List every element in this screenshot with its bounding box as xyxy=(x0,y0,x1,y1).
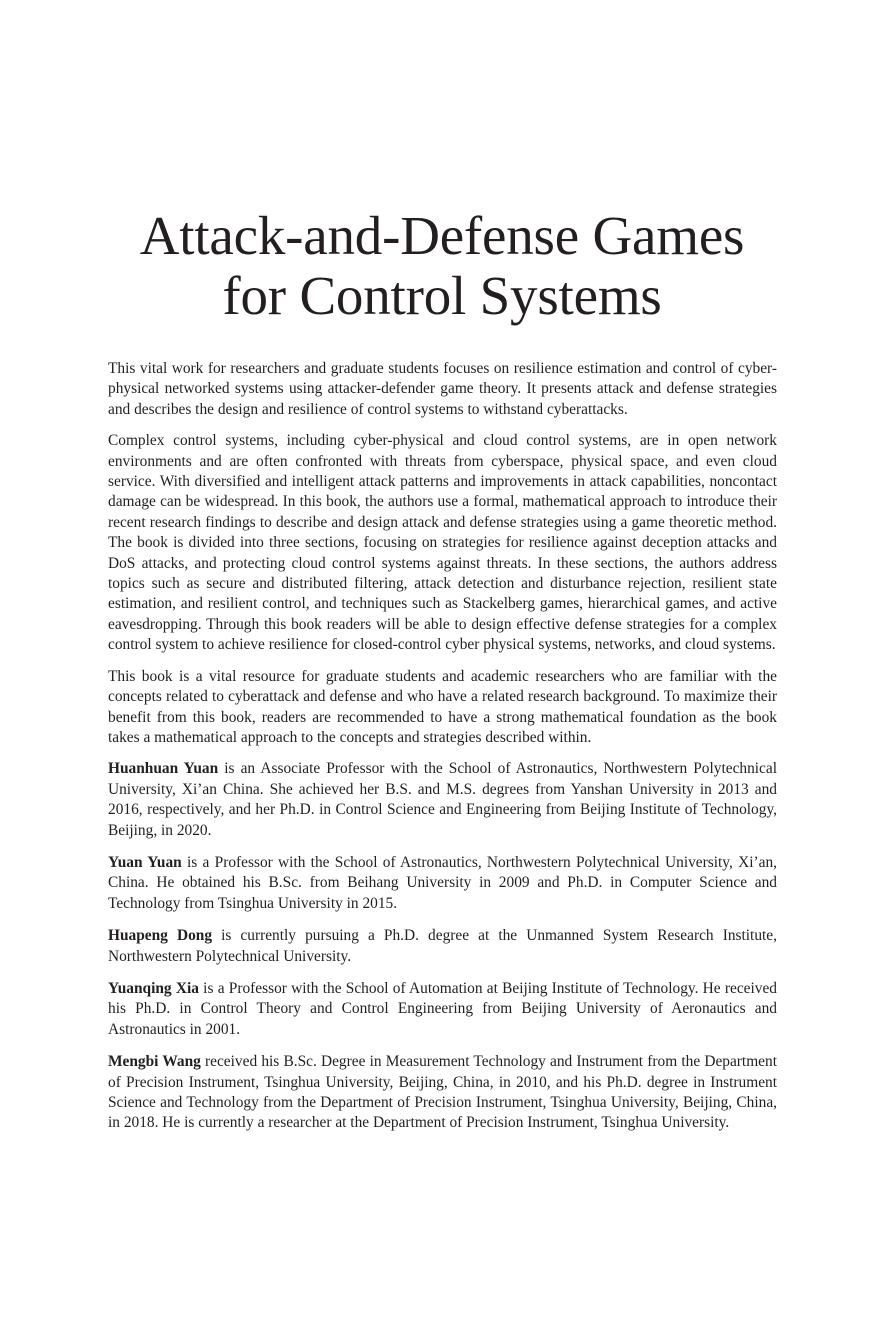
description-paragraph-2: Complex control systems, including cyber-physical and cloud control systems, are in open network environments and are often confronted with threats from cyberspace, physical space, and even cloud service. With diversified and intelligent attack patterns and improvements in attack capabilities, noncontact damage can be widespread. In this book, the authors use a formal, mathematical approach to introduce their recent research findings to describe and design attack and defense strategies using a game theoretic method. The book is divided into three sections, focusing on strategies for resilience against deception attacks and DoS attacks, and protecting cloud control systems against threats. In these sections, the authors address topics such as secure and distributed filtering, attack detection and disturbance rejection, resilient state estimation, and resilient control, and techniques such as Stackelberg games, hierarchical games, and active eavesdropping. Through this book readers will be able to design effective defense strategies for a complex control system to achieve resilience for closed-control cyber physical systems, networks, and cloud systems. xyxy=(108,432,777,654)
author-name: Yuanqing Xia xyxy=(108,979,199,997)
author-bio-text: received his B.Sc. Degree in Measurement Technology and Instrument from the Department of Precision Instrument, Tsinghua University, Beijing, China, in 2010, and his Ph.D. degree in Instrument Science and Technology from the Department of Precision Instrument, Tsinghua University, Beijing, China, in 2018. He is currently a researcher at the Department of Precision Instrument, Tsinghua University. xyxy=(108,1053,777,1132)
author-bio-text: is a Professor with the School of Astronautics, Northwestern Polytechnical University, Xi’an, China. He obtained his B.Sc. from Beihang University in 2009 and Ph.D. in Computer Science and Technology from Tsinghua University in 2015. xyxy=(108,853,777,912)
author-bio-huanhuan-yuan xyxy=(108,759,777,841)
back-cover-text xyxy=(108,359,777,1146)
author-name: Mengbi Wang xyxy=(108,1053,201,1071)
title-line-2: for Control Systems xyxy=(222,265,662,326)
author-bio-yuan-yuan xyxy=(108,853,777,914)
title-line-1: Attack-and-Defense Games xyxy=(139,205,745,266)
description-paragraph-3: This book is a vital resource for graduate students and academic researchers who are familiar with the concepts related to cyberattack and defense and who have a related research background. To maximize their benefit from this book, readers are recommended to have a strong mathematical foundation as the book takes a mathematical approach to the concepts and strategies described within. xyxy=(108,667,777,746)
author-bio-huapeng-dong xyxy=(108,926,777,967)
description-paragraph-1: This vital work for researchers and graduate students focuses on resilience estimation and control of cyber-physical networked systems using attacker-defender game theory. It presents attack and defense strategies and describes the design and resilience of control systems to withstand cyberattacks. xyxy=(108,360,777,418)
book-title xyxy=(80,206,804,326)
author-name: Huapeng Dong xyxy=(108,927,213,945)
author-bio-text: is currently pursuing a Ph.D. degree at the Unmanned System Research Institute, Northwestern Polytechnical University. xyxy=(108,927,777,965)
author-bio-text: is an Associate Professor with the School of Astronautics, Northwestern Polytechnical University, Xi’an China. She achieved her B.S. and M.S. degrees from Yanshan University in 2013 and 2016, respectively, and her Ph.D. in Control Science and Engineering from Beijing Institute of Technology, Beijing, in 2020. xyxy=(108,760,777,839)
author-bio-mengbi-wang xyxy=(108,1052,777,1134)
author-bio-yuanqing-xia xyxy=(108,979,777,1040)
author-bio-text: is a Professor with the School of Automation at Beijing Institute of Technology. He received his Ph.D. in Control Theory and Control Engineering from Beijing University of Aeronautics and Astronautics in 2001. xyxy=(108,979,777,1038)
author-name: Yuan Yuan xyxy=(108,853,182,871)
author-name: Huanhuan Yuan xyxy=(108,760,219,778)
